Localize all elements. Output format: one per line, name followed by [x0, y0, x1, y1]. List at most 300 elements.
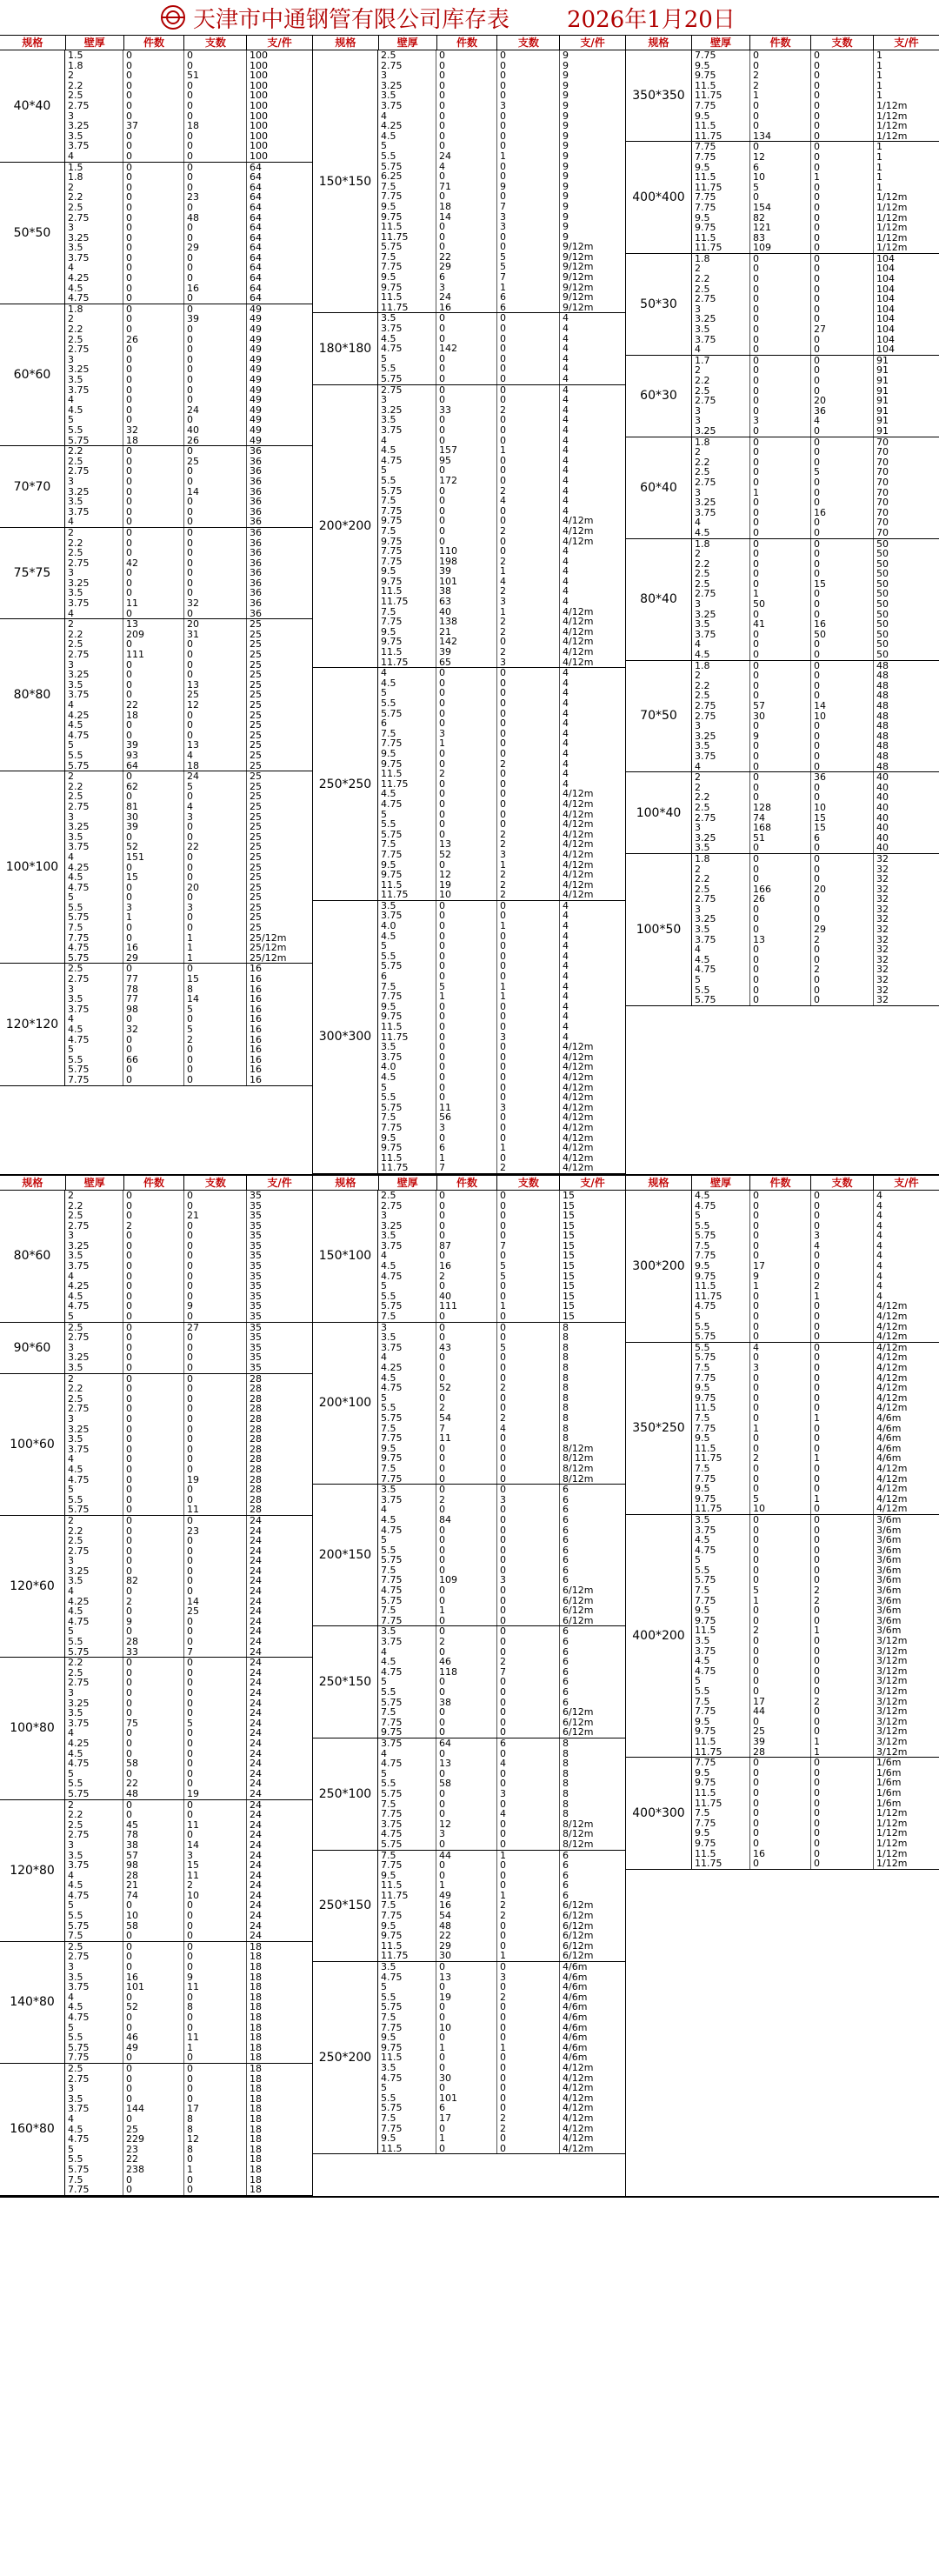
count-cell: 5 — [497, 262, 560, 272]
table-row — [692, 935, 939, 945]
table-row — [378, 344, 625, 354]
table-row — [378, 688, 625, 698]
per-cell: 4/12m — [563, 637, 594, 648]
table-row — [65, 791, 312, 802]
table-row — [378, 1103, 625, 1113]
per-cell: 4 — [563, 505, 569, 517]
wall-cell: 4.0 — [378, 1062, 436, 1072]
count-cell: 2 — [497, 2124, 560, 2134]
spec-label: 150*100 — [313, 1191, 378, 1322]
count-cell: 0 — [811, 681, 874, 691]
wall-cell: 5 — [378, 1281, 436, 1291]
per-cell: 4 — [563, 344, 569, 354]
wall-cell: 3 — [378, 395, 436, 405]
per-cell: 9 — [563, 161, 569, 172]
per-cell: 3/6m — [876, 1525, 902, 1536]
per-cell: 4/12m — [876, 1403, 908, 1413]
wall-cell: 2.5 — [65, 1942, 123, 1952]
count-cell: 0 — [497, 1281, 560, 1291]
wall-cell: 7.5 — [692, 1464, 750, 1474]
count-cell: 0 — [811, 1819, 874, 1829]
count-cell: 0 — [184, 304, 247, 315]
count-cell: 0 — [811, 783, 874, 793]
count-cell: 40 — [184, 425, 247, 436]
table-row — [378, 1241, 625, 1251]
header-spec: 规格 — [313, 1176, 379, 1190]
count-cell: 1 — [811, 1494, 874, 1505]
wall-cell: 5 — [65, 2145, 123, 2155]
count-cell: 0 — [497, 61, 560, 71]
count-cell: 0 — [184, 1516, 247, 1526]
pieces-cell: 0 — [436, 698, 497, 709]
pieces-cell: 0 — [123, 1425, 184, 1435]
wall-cell: 2.2 — [65, 1810, 123, 1820]
pieces-cell: 166 — [750, 884, 811, 895]
count-cell: 0 — [811, 1322, 874, 1332]
spec-group — [0, 2064, 312, 2196]
table-row — [378, 465, 625, 476]
count-cell: 0 — [184, 203, 247, 213]
per-cell: 4 — [563, 708, 569, 719]
wall-cell: 7.5 — [378, 1464, 436, 1474]
table-row — [65, 1075, 312, 1085]
pieces-cell: 0 — [123, 1201, 184, 1211]
count-cell: 0 — [497, 465, 560, 476]
per-cell: 18 — [250, 2084, 262, 2094]
per-cell: 4 — [563, 455, 569, 466]
wall-cell: 4.5 — [378, 789, 436, 799]
count-cell: 0 — [811, 335, 874, 345]
wall-cell: 3.5 — [378, 1332, 436, 1343]
wall-cell: 11.75 — [692, 243, 750, 253]
pieces-cell: 9 — [123, 1617, 184, 1627]
per-cell: 4/6m — [876, 1423, 902, 1434]
spec-group — [0, 1191, 312, 1323]
wall-cell: 5 — [692, 975, 750, 985]
per-cell: 4 — [563, 404, 569, 416]
table-row — [378, 647, 625, 657]
spec-group — [626, 254, 939, 356]
pieces-cell: 1 — [750, 488, 811, 498]
pieces-cell: 1 — [436, 1605, 497, 1616]
table-row — [692, 1221, 939, 1231]
wall-cell: 4 — [65, 2114, 123, 2125]
count-cell: 0 — [184, 538, 247, 549]
wall-cell: 2.5 — [65, 2064, 123, 2074]
wall-cell: 3 — [692, 488, 750, 498]
table-row — [378, 566, 625, 577]
pieces-cell: 0 — [123, 324, 184, 335]
per-cell: 6/12m — [563, 1920, 594, 1932]
wall-cell: 2.2 — [692, 792, 750, 803]
count-cell: 0 — [497, 1698, 560, 1708]
pieces-cell: 0 — [436, 951, 497, 962]
pieces-cell: 0 — [750, 528, 811, 538]
table-row — [692, 803, 939, 813]
count-cell: 2 — [497, 870, 560, 880]
wall-cell: 2.5 — [378, 1191, 436, 1201]
count-cell: 11 — [184, 1505, 247, 1515]
per-cell: 91 — [876, 355, 889, 366]
table-row — [65, 832, 312, 843]
count-cell: 22 — [184, 842, 247, 852]
per-cell: 49 — [250, 384, 262, 396]
pieces-cell: 39 — [123, 740, 184, 751]
table-row — [378, 242, 625, 252]
count-cell: 0 — [184, 2012, 247, 2023]
pieces-cell: 78 — [123, 1830, 184, 1840]
table-row — [65, 538, 312, 549]
pieces-cell: 65 — [436, 657, 497, 668]
wall-cell: 3.25 — [65, 1352, 123, 1363]
per-cell: 24 — [250, 1839, 262, 1851]
table-row — [378, 516, 625, 526]
spec-label: 100*100 — [0, 771, 65, 963]
pieces-cell: 209 — [123, 630, 184, 640]
wall-cell: 5.75 — [65, 1647, 123, 1658]
count-cell: 0 — [811, 203, 874, 213]
count-cell: 23 — [184, 1526, 247, 1537]
pieces-cell: 78 — [123, 984, 184, 995]
wall-cell: 4 — [65, 1271, 123, 1282]
pieces-cell: 0 — [750, 274, 811, 284]
pieces-cell: 0 — [123, 791, 184, 802]
table-row — [378, 1851, 625, 1861]
pieces-cell: 64 — [123, 761, 184, 771]
pieces-cell: 0 — [436, 1002, 497, 1012]
table-row — [65, 1425, 312, 1435]
header-per: 支/件 — [580, 37, 605, 49]
table-row — [65, 609, 312, 619]
table-row — [692, 213, 939, 224]
wall-cell: 11.5 — [692, 121, 750, 131]
table-row — [378, 445, 625, 456]
table-row — [378, 586, 625, 597]
per-cell: 36 — [250, 486, 262, 497]
per-cell: 24 — [250, 1880, 262, 1891]
wall-cell: 5 — [65, 1311, 123, 1322]
table-row — [65, 630, 312, 640]
count-cell: 0 — [497, 1485, 560, 1495]
pieces-cell: 0 — [436, 415, 497, 425]
spec-label: 40*40 — [0, 50, 65, 162]
count-cell: 8 — [184, 2145, 247, 2155]
per-cell: 4/12m — [563, 516, 594, 526]
wall-cell: 7.75 — [692, 50, 750, 61]
count-cell: 2 — [811, 1585, 874, 1596]
table-row — [378, 1424, 625, 1434]
table-row — [65, 639, 312, 650]
table-row — [378, 1525, 625, 1536]
table-row — [692, 1403, 939, 1413]
pieces-cell: 0 — [750, 964, 811, 975]
wall-cell: 9.75 — [378, 1011, 436, 1022]
per-cell: 6 — [563, 1666, 569, 1678]
pieces-cell: 19 — [436, 880, 497, 891]
per-cell: 16 — [250, 1044, 262, 1055]
count-cell: 19 — [184, 1789, 247, 1799]
per-cell: 3/6m — [876, 1514, 902, 1525]
per-cell: 8 — [563, 1372, 569, 1384]
count-cell: 0 — [811, 233, 874, 244]
per-cell: 49 — [250, 424, 262, 436]
wall-cell: 4.5 — [65, 1880, 123, 1891]
table-row — [378, 1738, 625, 1749]
per-cell: 4/12m — [876, 1352, 908, 1363]
pieces-cell: 1 — [750, 589, 811, 599]
pieces-cell: 0 — [436, 971, 497, 982]
pieces-cell: 0 — [436, 1211, 497, 1221]
wall-cell: 3 — [692, 721, 750, 731]
per-cell: 4/12m — [563, 2123, 594, 2134]
count-cell: 0 — [811, 1686, 874, 1697]
per-cell: 4/12m — [563, 2103, 594, 2113]
per-cell: 6/12m — [563, 1727, 594, 1738]
per-cell: 24 — [250, 1890, 262, 1901]
per-cell: 9 — [563, 191, 569, 202]
pieces-cell: 43 — [436, 1343, 497, 1353]
count-cell: 26 — [184, 436, 247, 446]
wall-cell: 1.8 — [692, 254, 750, 264]
wall-cell: 7.5 — [378, 982, 436, 992]
table-row — [378, 1931, 625, 1941]
table-row — [692, 1301, 939, 1311]
per-cell: 100 — [250, 90, 268, 101]
wall-cell: 5.5 — [378, 1092, 436, 1103]
wall-cell: 5.5 — [378, 364, 436, 374]
header-pieces: 件数 — [124, 36, 185, 50]
count-cell: 0 — [184, 1617, 247, 1627]
wall-cell: 7.75 — [378, 262, 436, 272]
pieces-cell: 0 — [436, 374, 497, 384]
count-cell: 0 — [497, 191, 560, 202]
spec-label: 150*150 — [313, 50, 378, 312]
per-cell: 3/12m — [876, 1656, 908, 1666]
pieces-cell: 0 — [123, 344, 184, 355]
table-row — [378, 546, 625, 557]
pieces-cell: 0 — [436, 759, 497, 770]
per-cell: 1/6m — [876, 1767, 902, 1779]
wall-cell: 2.2 — [65, 538, 123, 549]
per-cell: 4/12m — [563, 1082, 594, 1093]
count-cell: 0 — [184, 2175, 247, 2186]
wall-cell: 9.5 — [378, 1871, 436, 1881]
wall-cell: 5.75 — [378, 1301, 436, 1311]
spec-label: 350*350 — [626, 50, 692, 141]
wall-cell: 6 — [378, 971, 436, 982]
per-cell: 25 — [250, 781, 262, 792]
per-cell: 18 — [250, 2164, 262, 2175]
count-cell: 0 — [184, 872, 247, 883]
wall-cell: 2.75 — [65, 213, 123, 224]
table-row — [378, 182, 625, 192]
per-cell: 35 — [250, 1211, 262, 1221]
count-cell: 4 — [497, 1424, 560, 1434]
pieces-cell: 0 — [750, 864, 811, 875]
wall-cell: 9.75 — [378, 516, 436, 526]
pieces-cell: 22 — [436, 252, 497, 263]
spec-group — [626, 772, 939, 854]
pieces-cell: 0 — [436, 1485, 497, 1495]
count-cell: 0 — [184, 335, 247, 345]
wall-cell: 4 — [378, 1251, 436, 1261]
wall-cell: 2.75 — [692, 711, 750, 722]
pieces-cell: 0 — [436, 101, 497, 111]
per-cell: 91 — [876, 365, 889, 376]
table-row — [65, 1840, 312, 1851]
pieces-cell: 0 — [436, 1474, 497, 1485]
count-cell: 5 — [497, 1261, 560, 1271]
count-cell: 25 — [184, 690, 247, 700]
count-cell: 0 — [497, 1718, 560, 1728]
pieces-cell: 0 — [436, 1809, 497, 1819]
count-cell: 0 — [497, 1464, 560, 1474]
per-cell: 9 — [563, 110, 569, 122]
count-cell: 14 — [184, 1840, 247, 1851]
pieces-cell: 4 — [750, 1343, 811, 1353]
spec-label: 60*30 — [626, 356, 692, 437]
count-cell: 0 — [184, 1434, 247, 1445]
table-row — [65, 2023, 312, 2033]
count-cell: 0 — [184, 650, 247, 660]
table-row — [378, 1291, 625, 1302]
per-cell: 6 — [563, 1657, 569, 1667]
table-row — [378, 1163, 625, 1173]
pieces-cell: 0 — [750, 783, 811, 793]
wall-cell: 5.75 — [378, 1789, 436, 1799]
count-cell: 0 — [497, 506, 560, 517]
pieces-cell: 168 — [750, 823, 811, 833]
pieces-cell: 0 — [123, 1352, 184, 1363]
count-cell: 0 — [184, 1014, 247, 1024]
inventory-section — [0, 36, 939, 1176]
wall-cell: 3.5 — [65, 1851, 123, 1861]
wall-cell: 4.75 — [65, 1617, 123, 1627]
count-cell: 2 — [811, 1281, 874, 1291]
pieces-cell: 0 — [123, 1698, 184, 1709]
count-cell: 0 — [497, 1585, 560, 1596]
wall-cell: 3.25 — [65, 578, 123, 589]
pieces-cell: 0 — [750, 904, 811, 915]
per-cell: 6 — [563, 1850, 569, 1861]
table-row — [65, 1728, 312, 1738]
spec-label: 50*30 — [626, 254, 692, 355]
count-cell: 2 — [497, 1413, 560, 1424]
wall-cell: 4.5 — [65, 1606, 123, 1617]
count-cell: 0 — [184, 1352, 247, 1363]
per-cell: 4 — [563, 758, 569, 770]
pieces-cell: 0 — [123, 243, 184, 253]
pieces-cell: 0 — [123, 1475, 184, 1485]
table-row — [692, 579, 939, 590]
count-cell: 0 — [184, 1332, 247, 1343]
count-cell: 0 — [184, 355, 247, 365]
wall-cell: 7.5 — [65, 1931, 123, 1941]
count-cell: 16 — [811, 508, 874, 518]
pieces-cell: 30 — [750, 711, 811, 722]
pieces-cell: 0 — [436, 1839, 497, 1850]
table-row — [65, 415, 312, 425]
wall-cell: 3 — [65, 111, 123, 122]
count-cell: 0 — [811, 437, 874, 448]
per-cell: 4/12m — [563, 859, 594, 871]
table-row — [65, 1678, 312, 1688]
pieces-cell: 28 — [123, 1637, 184, 1647]
page-title: 天津市中通钢管有限公司库存表 — [193, 7, 510, 33]
pieces-cell: 0 — [123, 1668, 184, 1678]
table-row — [378, 1281, 625, 1291]
pieces-cell: 0 — [750, 1311, 811, 1322]
wall-cell: 5.5 — [378, 151, 436, 162]
wall-cell: 5 — [378, 1535, 436, 1545]
wall-cell: 3.25 — [378, 405, 436, 416]
table-row — [378, 292, 625, 303]
table-row — [65, 802, 312, 812]
per-cell: 24 — [250, 1860, 262, 1871]
count-cell: 13 — [184, 740, 247, 751]
per-cell: 100 — [250, 141, 268, 151]
pieces-cell: 0 — [123, 1800, 184, 1811]
pieces-cell: 11 — [436, 1433, 497, 1444]
per-cell: 36 — [250, 608, 262, 619]
wall-cell: 9.5 — [378, 566, 436, 577]
wall-cell: 5.75 — [378, 830, 436, 840]
pieces-cell: 0 — [750, 121, 811, 131]
per-cell: 4/12m — [563, 536, 594, 547]
per-cell: 1/12m — [876, 1808, 908, 1819]
wall-cell: 5 — [378, 941, 436, 951]
table-row — [65, 1911, 312, 1921]
per-cell: 25 — [250, 912, 262, 924]
spec-group — [313, 313, 625, 384]
count-cell: 0 — [497, 1332, 560, 1343]
wall-cell: 11.5 — [692, 233, 750, 244]
wall-cell: 7.75 — [378, 191, 436, 202]
table-row — [65, 751, 312, 761]
wall-cell: 3.25 — [378, 1221, 436, 1231]
table-row — [378, 1072, 625, 1083]
wall-cell: 9.5 — [378, 2032, 436, 2043]
per-cell: 4 — [563, 941, 569, 951]
table-row — [692, 792, 939, 803]
pieces-cell: 0 — [123, 1404, 184, 1414]
pieces-cell: 39 — [436, 647, 497, 657]
count-cell: 0 — [184, 639, 247, 650]
table-row — [692, 497, 939, 508]
wall-cell: 2.75 — [378, 61, 436, 71]
wall-cell: 2.75 — [692, 589, 750, 599]
table-row — [65, 690, 312, 700]
table-row — [378, 1860, 625, 1871]
pieces-cell: 0 — [123, 1942, 184, 1952]
count-cell: 0 — [497, 1191, 560, 1201]
count-cell: 0 — [497, 1211, 560, 1221]
per-cell: 18 — [250, 1962, 262, 1972]
table-row — [65, 1769, 312, 1779]
count-cell: 0 — [184, 466, 247, 477]
pieces-cell: 0 — [123, 364, 184, 375]
table-row — [692, 1717, 939, 1727]
table-row — [378, 364, 625, 374]
table-row — [378, 931, 625, 942]
table-row — [65, 964, 312, 974]
per-cell: 32 — [876, 864, 889, 875]
wall-cell: 7.5 — [692, 1585, 750, 1596]
per-cell: 18 — [250, 1952, 262, 1963]
table-row — [65, 822, 312, 832]
per-cell: 32 — [876, 894, 889, 904]
wall-cell: 2.2 — [65, 446, 123, 457]
